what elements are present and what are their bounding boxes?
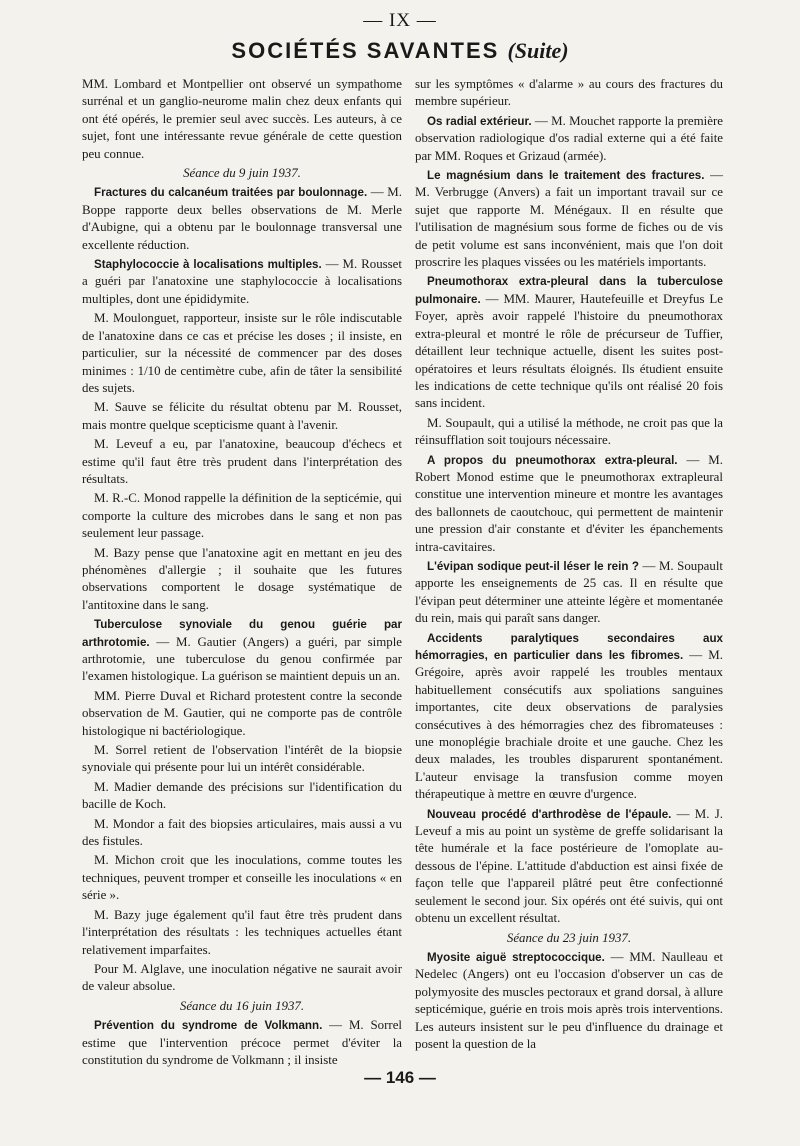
article: [415, 630, 723, 804]
article-title: Prévention du syndrome de Volkmann.: [94, 1019, 323, 1033]
article: [415, 113, 723, 165]
running-header: [0, 38, 800, 64]
article-title: A propos du pneumothorax extra-pleural.: [427, 453, 678, 467]
article-title: Nouveau procédé d'arthrodèse de l'épaule.: [427, 807, 672, 821]
article-title: Tuberculose synoviale du genou guérie par arthrotomie.: [82, 618, 402, 649]
paragraph: M. Soupault, qui a utilisé la méthode, ne croit pas que la réinsufflation soit toujours nécessaire.: [415, 415, 723, 448]
paragraph: M. Madier demande des précisions sur l'identification du bacille de Koch.: [82, 779, 402, 812]
article-title: Pneumothorax extra-pleural dans la tuberculose pulmonaire.: [415, 275, 723, 306]
paragraph: M. R.-C. Monod rappelle la définition de la septicémie, qui comporte la culture des microbes dans le sang et non pas seulement leur passage.: [82, 491, 402, 541]
paragraph: MM. Lombard et Montpellier ont observé un sympathome surrénal et un ganglio-neurome malin chez deux enfants qui ont été opérés, le premier seul avec succès. Les auteurs, à ce sujet, font une intéressante revue générale de cette question peu connue.: [82, 77, 402, 161]
left-column: [82, 76, 402, 1071]
header-title: SOCIÉTÉS SAVANTES: [231, 38, 500, 63]
article: [82, 184, 402, 254]
article-title: L'évipan sodique peut-il léser le rein ?: [427, 559, 640, 573]
article-text: — M. Soupault apporte les enseignements de 25 cas. Il en résulte que l'évipan peut déterminer une atteinte légère et momentanée du rein, mais qui paraît sans danger.: [415, 558, 723, 626]
article: [415, 558, 723, 628]
session-heading: Séance du 23 juin 1937.: [506, 930, 632, 945]
paragraph: M. Michon croit que les inoculations, comme toutes les techniques, peuvent tromper et conseille les inoculations « en série ».: [82, 853, 402, 903]
article: [415, 167, 723, 271]
article-text: — M. Sorrel estime que l'intervention précoce permet d'éviter la constitution du syndrome de Volkmann ; il insiste: [82, 1018, 403, 1067]
article-text: — M. J. Leveuf a mis au point un système de greffe solidarisant la tête humérale et la face postérieure de l'omoplate au-dessous de l'épine. L'attitude d'abduction est ainsi fixée de façon telle que l'appareil plâtré peut être confectionné seulement le second jour. Six opérés ont été suivis, qui ont obtenu un excellent résultat.: [415, 806, 724, 926]
page-number: — 146 —: [364, 1068, 436, 1087]
article-text: — M. Robert Monod estime que le pneumothorax extrapleural constitue une intervention mineure et montre les avantages des ballonnets de caoutchouc, qui permettent de maintenir une pression d'air constante et d'éviter les épanchements intra-cavitaires.: [415, 452, 723, 554]
paragraph: M. Sauve se félicite du résultat obtenu par M. Rousset, mais montre quelque scepticisme quant à l'avenir.: [82, 400, 402, 432]
paragraph: M. Bazy pense que l'anatoxine agit en mettant en jeu des phénomènes d'allergie ; il souhaite que les futures observations comportent le dosage systématique de l'antitoxine dans le sang.: [82, 545, 402, 612]
article-text: — M. Mouchet rapporte la première observation radiologique d'os radial externe qui a été faite par MM. Roques et Grizaud (armée).: [415, 113, 723, 163]
article-text: — MM. Maurer, Hautefeuille et Dreyfus Le Foyer, après avoir rappelé l'histoire du pneumothorax extra-pleural et montré le rôle de précurseur de Tuffier, détaillent leur technique actuelle, disent les suites post-opératoires et leurs résultats éloignés. Ils étudient ensuite les indications de cette technique qu'ils ont réalisé 20 fois sans incident.: [415, 291, 723, 411]
article-text: — M. Grégoire, après avoir rappelé les troubles mentaux habituellement consécutifs aux spoliations sanguines importantes, cite deux observations de paralysies consécutives à des hémorragies chez des fibromateuses : une monoplégie brachiale droite et une gauche. Chez les deux malades, les troubles disparurent spontanément. L'auteur envisage la transfusion comme moyen thérapeutique à mettre en œuvre d'urgence.: [415, 648, 723, 802]
article-title: Le magnésium dans le traitement des fractures.: [427, 169, 705, 183]
session-heading: Séance du 9 juin 1937.: [183, 166, 301, 181]
paragraph: M. Leveuf a eu, par l'anatoxine, beaucoup d'échecs et estime qu'il faut être très prudent dans l'interprétation des résultats.: [82, 437, 402, 486]
article-text: — M. Verbrugge (Anvers) a fait un important travail sur ce sujet que rapporte M. Ménégaux. Il en résulte que l'utilisation de magnésium sous forme de fiches ou de vis de petit volume est sans inconvénient, mais que l'on doit proscrire les plaques vissées ou les matériels importants.: [415, 168, 723, 270]
right-column: [415, 76, 723, 1055]
article-text: — M. Rousset a guéri par l'anatoxine une staphylococcie à localisations multiples, dont une épididymite.: [82, 257, 402, 306]
article-title: Myosite aiguë streptococcique.: [427, 950, 605, 964]
paragraph: M. Bazy juge également qu'il faut être très prudent dans l'interprétation des résultats : les techniques actuelles étant relativement imparfaites.: [82, 907, 402, 957]
article-text: — M. Boppe rapporte deux belles observations de M. Merle d'Aubigne, qui a obtenu par le boulonnage transversal une excellente réduction.: [82, 185, 402, 252]
article-title: Staphylococcie à localisations multiples.: [94, 258, 322, 272]
paragraph: M. Mondor a fait des biopsies articulaires, mais aussi a vu des fistules.: [82, 816, 402, 849]
article: [82, 1017, 402, 1069]
paragraph: M. Sorrel retient de l'observation l'intérêt de la biopsie synoviale qui présente pour lui un intérêt considérable.: [82, 743, 402, 775]
header-suite: (Suite): [507, 38, 569, 63]
article-text: — MM. Naulleau et Nedelec (Angers) ont eu l'occasion d'observer un cas de polymyosite des muscles pectoraux et grand dorsal, à allure septicémique, guérie en trois mois après trois interventions. Les auteurs insistent sur le peu d'influence du drainage et posent la question de la: [415, 949, 723, 1051]
session-heading: Séance du 16 juin 1937.: [179, 998, 305, 1013]
roman-page-number: — IX —: [363, 10, 437, 31]
article: [82, 616, 402, 686]
article: [82, 256, 402, 308]
article: [415, 452, 723, 556]
article-text: — M. Gautier (Angers) a guéri, par simple arthrotomie, une tuberculose du genou confirmée par l'examen histologique. La guérison se maintient depuis un an.: [82, 634, 402, 684]
paragraph: Pour M. Alglave, une inoculation négative ne saurait avoir de valeur absolue.: [82, 961, 402, 994]
article: [415, 273, 723, 412]
paragraph: MM. Pierre Duval et Richard protestent contre la seconde observation de M. Gautier, qui ne comporte pas de contrôle histologique ni bactériologique.: [82, 688, 402, 738]
article-title: Fractures du calcanéum traitées par boulonnage.: [94, 186, 368, 200]
article: [415, 949, 723, 1053]
paragraph: M. Moulonguet, rapporteur, insiste sur le rôle indiscutable de l'anatoxine dans ce cas et précise les doses ; il insiste, en particulier, sur la nécessité de commencer par des doses minimes : 1/10 de centimètre cube, afin de tâter la sensibilité des sujets.: [82, 311, 402, 395]
article: [415, 806, 723, 928]
article-title: Os radial extérieur.: [427, 114, 532, 128]
paragraph: sur les symptômes « d'alarme » au cours des fractures du membre supérieur.: [415, 77, 723, 109]
article-title: Accidents paralytiques secondaires aux hémorragies, en particulier dans les fibromes.: [415, 631, 723, 662]
